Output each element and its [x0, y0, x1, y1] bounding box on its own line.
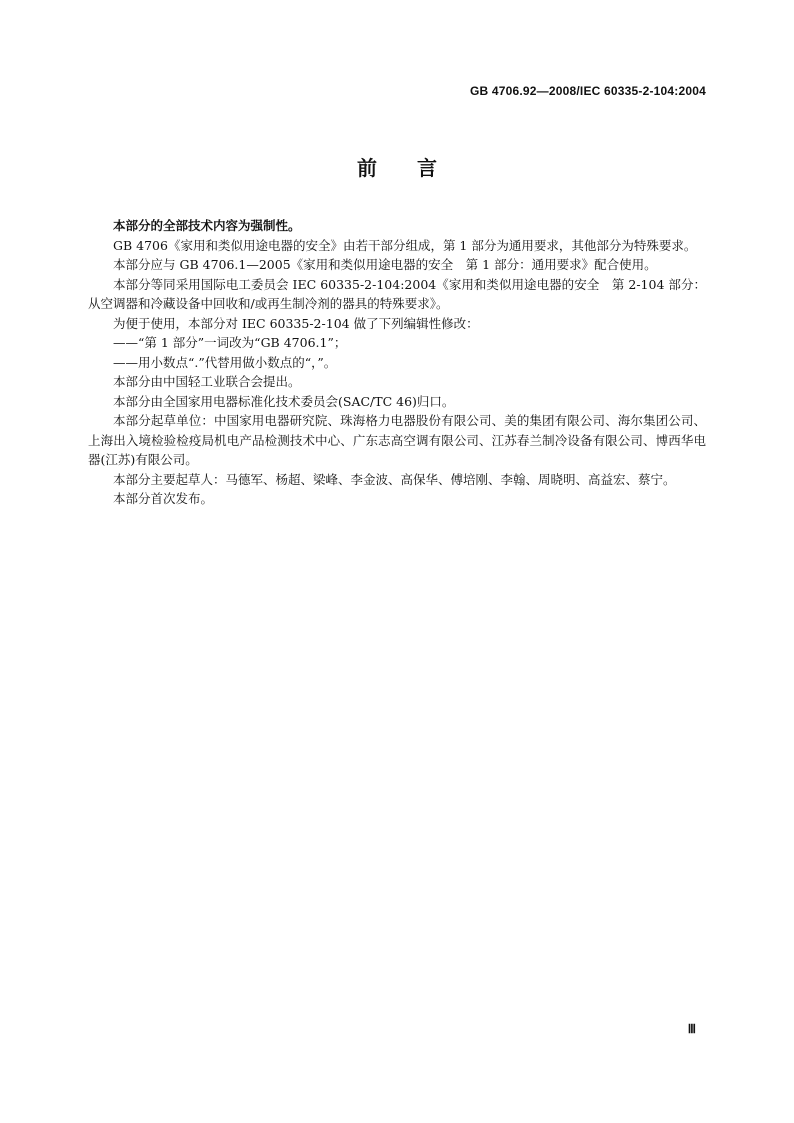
paragraph-usage: 本部分应与 GB 4706.1—2005《家用和类似用途电器的安全 第 1 部分：通用要求》配合使用。	[113, 257, 657, 272]
paragraph-proposer: 本部分由中国轻工业联合会提出。	[113, 374, 301, 389]
editorial-item-2: ——用小数点“.”代替用做小数点的“，”。	[113, 354, 337, 370]
paragraph-drafters: 本部分主要起草人：马德军、杨超、梁峰、李金波、高保华、傅培刚、李翰、周晓明、高益宏、蔡宁。	[113, 471, 676, 487]
paragraph-structure: GB 4706《家用和类似用途电器的安全》由若干部分组成，第 1 部分为通用要求，其他部分为特殊要求。	[113, 237, 697, 253]
paragraph-first-release: 本部分首次发布。	[113, 491, 214, 506]
paragraph-editorial-intro: 为便于使用，本部分对 IEC 60335-2-104 做了下列编辑性修改：	[113, 315, 479, 331]
standard-code-header: GB 4706.92—2008/IEC 60335-2-104:2004	[469, 84, 706, 98]
title-char-1: 前	[357, 156, 377, 180]
editorial-item-1: ——“第 1 部分”一词改为“GB 4706.1”；	[113, 335, 347, 350]
foreword-body	[88, 216, 706, 509]
page-number: Ⅲ	[687, 1022, 696, 1036]
paragraph-drafting-units: 本部分起草单位：中国家用电器研究院、珠海格力电器股份有限公司、美的集团有限公司、海尔集团公司、上海出入境检验检疫局机电产品检测技术中心、广东志高空调有限公司、江苏春兰制冷设备有限公司、博西华电器(江苏)有限公司。	[88, 413, 706, 467]
paragraph-adoption: 本部分等同采用国际电工委员会 IEC 60335-2-104:2004《家用和类似用途电器的安全 第 2-104 部分：从空调器和冷藏设备中回收和/或再生制冷剂的器具的特殊要求》。	[88, 276, 706, 311]
title-char-2: 言	[417, 156, 437, 180]
page-title	[0, 152, 794, 181]
paragraph-committee: 本部分由全国家用电器标准化技术委员会(SAC/TC 46)归口。	[113, 393, 455, 409]
paragraph-mandatory: 本部分的全部技术内容为强制性。	[113, 218, 301, 233]
